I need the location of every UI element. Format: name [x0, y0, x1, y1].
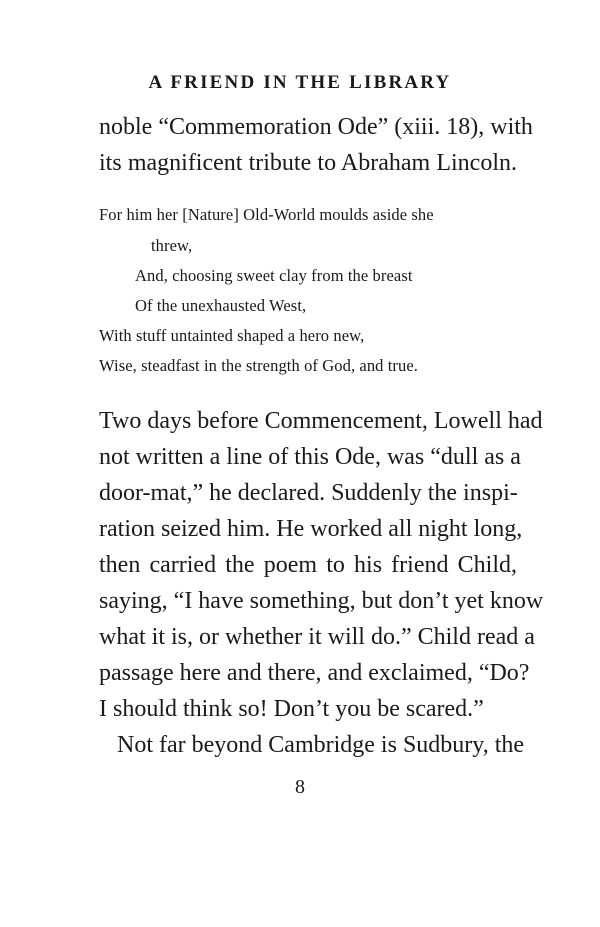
paragraph-line-7: what it is, or whether it will do.” Child read a: [99, 624, 535, 650]
paragraph-line-9: I should think so! Don’t you be scared.”: [99, 696, 484, 722]
verse-line-6: Wise, steadfast in the strength of God, and true.: [99, 356, 419, 375]
verse-line-3: And, choosing sweet clay from the breast: [135, 266, 413, 285]
paragraph-line-4: ration seized him. He worked all night long,: [99, 516, 523, 542]
verse-line-2: threw,: [151, 236, 193, 255]
paragraph-line-5: then carried the poem to his friend Child,: [99, 552, 517, 578]
page-number: 8: [295, 776, 305, 798]
verse-line-1: For him her [Nature] Old-World moulds aside she: [99, 205, 434, 224]
running-head: A FRIEND IN THE LIBRARY: [148, 72, 452, 93]
verse-line-4: Of the unexhausted West,: [135, 296, 307, 315]
closing-line: Not far beyond Cambridge is Sudbury, the: [117, 732, 525, 758]
paragraph-line-1: Two days before Commencement, Lowell had: [99, 408, 543, 434]
paragraph-line-2: not written a line of this Ode, was “dull as a: [99, 444, 521, 470]
opening-line-2: its magnificent tribute to Abraham Lincoln.: [99, 150, 517, 176]
paragraph-line-8: passage here and there, and exclaimed, “Do?: [99, 660, 530, 686]
paragraph-line-6: saying, “I have something, but don’t yet know: [99, 588, 544, 614]
verse-line-5: With stuff untainted shaped a hero new,: [99, 326, 365, 345]
paragraph-line-3: door-mat,” he declared. Suddenly the inspi-: [99, 480, 518, 506]
opening-line-1: noble “Commemoration Ode” (xiii. 18), with: [99, 114, 533, 140]
